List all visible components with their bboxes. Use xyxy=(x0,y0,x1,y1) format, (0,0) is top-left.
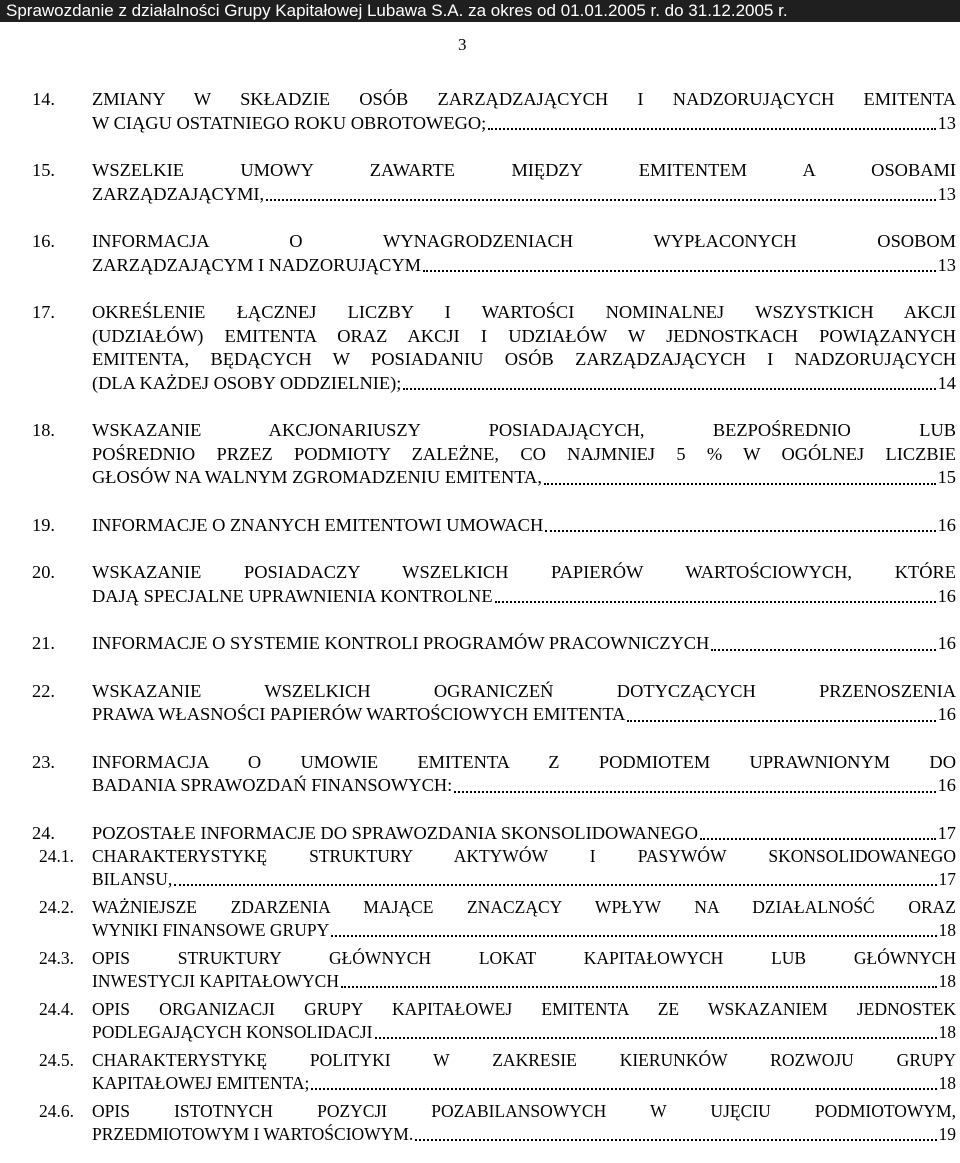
toc-entry-title xyxy=(92,947,956,993)
toc-entry[interactable] xyxy=(32,1049,956,1095)
toc-entry-page: 13 xyxy=(937,183,956,204)
toc-entry-line: CHARAKTERYSTYKĘ POLITYKI W ZAKRESIE KIERUNKÓW ROZWOJU GRUPY xyxy=(92,1050,956,1070)
toc-entry-number: 24.2. xyxy=(39,897,74,917)
toc-entry-number: 14. xyxy=(32,89,55,109)
toc-entry-last-line xyxy=(92,112,956,136)
toc-entry-number: 19. xyxy=(32,514,55,535)
toc-entry-line: ZMIANY W SKŁADZIE OSÓB ZARZĄDZAJĄCYCH I NADZORUJĄCYCH EMITENTA xyxy=(92,89,956,109)
document-header xyxy=(0,0,960,22)
toc-entry-last-line xyxy=(92,1021,956,1044)
toc-entry-line: PODLEGAJĄCYCH KONSOLIDACJI xyxy=(92,1022,373,1042)
toc-entry-last-line xyxy=(92,466,956,490)
dot-leader xyxy=(341,986,937,988)
toc-entry-title xyxy=(92,822,956,846)
toc-entry-number: 16. xyxy=(32,231,55,251)
dot-leader xyxy=(700,838,936,840)
dot-leader xyxy=(375,1037,937,1039)
toc-entry-title xyxy=(92,561,956,608)
toc-entry-title xyxy=(92,230,956,277)
toc-entry-line: CHARAKTERYSTYKĘ STRUKTURY AKTYWÓW I PASYWÓW SKONSOLIDOWANEGO xyxy=(92,846,956,866)
toc-entry[interactable] xyxy=(32,301,956,395)
toc-entry-line: ZARZĄDZAJĄCYMI, xyxy=(92,183,265,204)
toc-entry-title xyxy=(92,301,956,395)
toc-entry-last-line xyxy=(92,585,956,609)
dot-leader xyxy=(454,791,935,793)
toc-entry-number: 24.6. xyxy=(39,1101,74,1121)
toc-entry-line: BADANIA SPRAWOZDAŃ FINANSOWYCH: xyxy=(92,775,453,795)
toc-entry-title xyxy=(92,751,956,798)
toc-entry-line: WSKAZANIE POSIADACZY WSZELKICH PAPIERÓW WARTOŚCIOWYCH, KTÓRE xyxy=(92,562,956,582)
toc-entry[interactable] xyxy=(32,88,956,135)
toc-entry[interactable] xyxy=(32,1100,956,1146)
toc-entry-title xyxy=(92,845,956,891)
header-title: Sprawozdanie z działalności Grupy Kapitałowej Lubawa S.A. za okres od 01.01.2005 r. do 31.12.2005 r. xyxy=(6,1,788,20)
toc-entry[interactable] xyxy=(32,230,956,277)
toc-entry-last-line xyxy=(92,868,956,891)
toc-entry-title xyxy=(92,419,956,490)
toc-entry-last-line xyxy=(92,919,956,942)
toc-entry-number: 18. xyxy=(32,420,55,440)
toc-entry[interactable] xyxy=(32,947,956,993)
toc-entry-page: 16 xyxy=(937,775,956,795)
toc-entry-number: 24.4. xyxy=(39,999,74,1019)
dot-leader xyxy=(403,388,935,390)
toc-entry-line: ZARZĄDZAJĄCYM I NADZORUJĄCYM xyxy=(92,254,421,275)
toc-entry-line: INFORMACJA O UMOWIE EMITENTA Z PODMIOTEM UPRAWNIONYM DO xyxy=(92,751,956,772)
toc-entry-page: 18 xyxy=(938,1022,956,1042)
dot-leader xyxy=(488,128,935,130)
dot-leader xyxy=(331,935,936,937)
toc-entry-page: 15 xyxy=(937,467,956,487)
toc-entry-last-line xyxy=(92,632,956,656)
toc-entry-number: 24.1. xyxy=(39,846,74,866)
toc-entry[interactable] xyxy=(32,845,956,891)
dot-leader xyxy=(711,649,935,651)
toc-entry-line: DAJĄ SPECJALNE UPRAWNIENIA KONTROLNE xyxy=(92,585,493,606)
toc-entry-last-line xyxy=(92,822,956,846)
dot-leader xyxy=(495,601,936,603)
toc-entry-number: 24.3. xyxy=(39,948,74,968)
toc-entry-line: BILANSU, xyxy=(92,869,173,889)
toc-entry-title xyxy=(92,1100,956,1146)
toc-entry[interactable] xyxy=(32,822,956,846)
toc-entry-line: INFORMACJE O SYSTEMIE KONTROLI PROGRAMÓW PRACOWNICZYCH xyxy=(92,633,710,653)
toc-entry-page: 18 xyxy=(938,920,956,940)
page-number: 3 xyxy=(458,35,467,54)
toc-entry-last-line xyxy=(92,514,956,538)
toc-entry-last-line xyxy=(92,1072,956,1095)
toc-entry-line: INFORMACJE O ZNANYCH EMITENTOWI UMOWACH xyxy=(92,514,544,535)
dot-leader xyxy=(415,1139,936,1141)
toc-entry-line: WAŻNIEJSZE ZDARZENIA MAJĄCE ZNACZĄCY WPŁYW NA DZIAŁALNOŚĆ ORAZ xyxy=(92,897,956,917)
toc-entry-line: WSKAZANIE WSZELKICH OGRANICZEŃ DOTYCZĄCYCH PRZENOSZENIA xyxy=(92,680,956,701)
toc-entry[interactable] xyxy=(32,896,956,942)
toc-entry-line: WYNIKI FINANSOWE GRUPY xyxy=(92,920,330,940)
toc-entry-last-line xyxy=(92,372,956,396)
toc-entry-page: 19 xyxy=(938,1124,956,1144)
toc-entry-line: POZOSTAŁE INFORMACJE DO SPRAWOZDANIA SKONSOLIDOWANEGO xyxy=(92,822,698,843)
table-of-contents xyxy=(32,88,956,1151)
toc-entry-line: (DLA KAŻDEJ OSOBY ODDZIELNIE); xyxy=(92,372,402,393)
toc-entry-number: 24. xyxy=(32,822,55,843)
toc-entry-line: KAPITAŁOWEJ EMITENTA; xyxy=(92,1073,310,1093)
toc-entry[interactable] xyxy=(32,680,956,727)
toc-entry-last-line xyxy=(92,183,956,207)
toc-entry-title xyxy=(92,680,956,727)
toc-entry[interactable] xyxy=(32,751,956,798)
toc-entry-page: 16 xyxy=(937,514,956,535)
toc-entry-page: 16 xyxy=(937,704,956,724)
toc-entry-last-line xyxy=(92,254,956,278)
toc-entry-page: 14 xyxy=(937,372,956,393)
toc-entry[interactable] xyxy=(32,419,956,490)
toc-entry-page: 17 xyxy=(938,869,956,889)
dot-leader xyxy=(266,199,935,201)
toc-entry-title xyxy=(92,632,956,656)
toc-entry-title xyxy=(92,1049,956,1095)
toc-entry-line: INFORMACJA O WYNAGRODZENIACH WYPŁACONYCH OSOBOM xyxy=(92,231,956,251)
toc-entry-page: 18 xyxy=(938,1073,956,1093)
toc-entry-line: OPIS STRUKTURY GŁÓWNYCH LOKAT KAPITAŁOWYCH LUB GŁÓWNYCH xyxy=(92,948,956,968)
toc-entry-line: PRAWA WŁASNOŚCI PAPIERÓW WARTOŚCIOWYCH EMITENTA xyxy=(92,704,626,724)
toc-entry[interactable] xyxy=(32,514,956,538)
toc-entry-line: (UDZIAŁÓW) EMITENTA ORAZ AKCJI I UDZIAŁÓW W JEDNOSTKACH POWIĄZANYCH xyxy=(92,325,956,346)
toc-entry[interactable] xyxy=(32,561,956,608)
toc-entry-last-line xyxy=(92,970,956,993)
toc-entry-number: 24.5. xyxy=(39,1050,74,1070)
toc-entry-title xyxy=(92,88,956,135)
toc-entry-page: 16 xyxy=(937,633,956,653)
toc-entry-number: 21. xyxy=(32,633,55,653)
toc-entry-page: 13 xyxy=(937,112,956,133)
toc-entry-number: 22. xyxy=(32,680,55,701)
toc-entry-line: GŁOSÓW NA WALNYM ZGROMADZENIU EMITENTA, xyxy=(92,467,542,487)
toc-entry[interactable] xyxy=(32,159,956,206)
toc-entry-title xyxy=(92,514,956,538)
toc-entry-line: INWESTYCJI KAPITAŁOWYCH xyxy=(92,971,339,991)
toc-entry[interactable] xyxy=(32,998,956,1044)
toc-entry-line: EMITENTA, BĘDĄCYCH W POSIADANIU OSÓB ZARZĄDZAJĄCYCH I NADZORUJĄCYCH xyxy=(92,349,956,369)
toc-entry-last-line xyxy=(92,703,956,727)
dot-leader xyxy=(627,720,935,722)
toc-entry-title xyxy=(92,998,956,1044)
toc-entry-line: OPIS ISTOTNYCH POZYCJI POZABILANSOWYCH W UJĘCIU PODMIOTOWYM, xyxy=(92,1101,956,1121)
dot-leader xyxy=(311,1088,936,1090)
toc-entry-title xyxy=(92,159,956,206)
toc-entry-line: POŚREDNIO PRZEZ PODMIOTY ZALEŻNE, CO NAJMNIEJ 5 % W OGÓLNEJ LICZBIE xyxy=(92,443,956,464)
toc-entry-page: 18 xyxy=(938,971,956,991)
dot-leader xyxy=(174,884,936,886)
toc-entry-page: 16 xyxy=(937,585,956,606)
toc-entry-line: OKREŚLENIE ŁĄCZNEJ LICZBY I WARTOŚCI NOMINALNEJ WSZYSTKICH AKCJI xyxy=(92,302,956,322)
toc-entry[interactable] xyxy=(32,632,956,656)
toc-entry-line: PRZEDMIOTOWYM I WARTOŚCIOWYM. xyxy=(92,1124,414,1144)
toc-entry-number: 20. xyxy=(32,562,55,582)
toc-entry-number: 23. xyxy=(32,751,55,772)
toc-entry-line: OPIS ORGANIZACJI GRUPY KAPITAŁOWEJ EMITENTA ZE WSKAZANIEM JEDNOSTEK xyxy=(92,999,956,1019)
dot-leader xyxy=(544,483,936,485)
toc-entry-line: WSKAZANIE AKCJONARIUSZY POSIADAJĄCYCH, BEZPOŚREDNIO LUB xyxy=(92,420,956,440)
toc-entry-title xyxy=(92,896,956,942)
toc-entry-page: 17 xyxy=(937,822,956,843)
toc-entry-page: 13 xyxy=(937,254,956,275)
toc-entry-last-line xyxy=(92,1123,956,1146)
toc-entry-last-line xyxy=(92,774,956,798)
toc-entry-number: 15. xyxy=(32,160,55,180)
toc-entry-number: 17. xyxy=(32,302,55,322)
toc-entry-line: WSZELKIE UMOWY ZAWARTE MIĘDZY EMITENTEM A OSOBAMI xyxy=(92,160,956,180)
toc-entry-line: W CIĄGU OSTATNIEGO ROKU OBROTOWEGO; xyxy=(92,112,487,133)
dot-leader xyxy=(423,270,936,272)
dot-leader xyxy=(545,530,935,532)
